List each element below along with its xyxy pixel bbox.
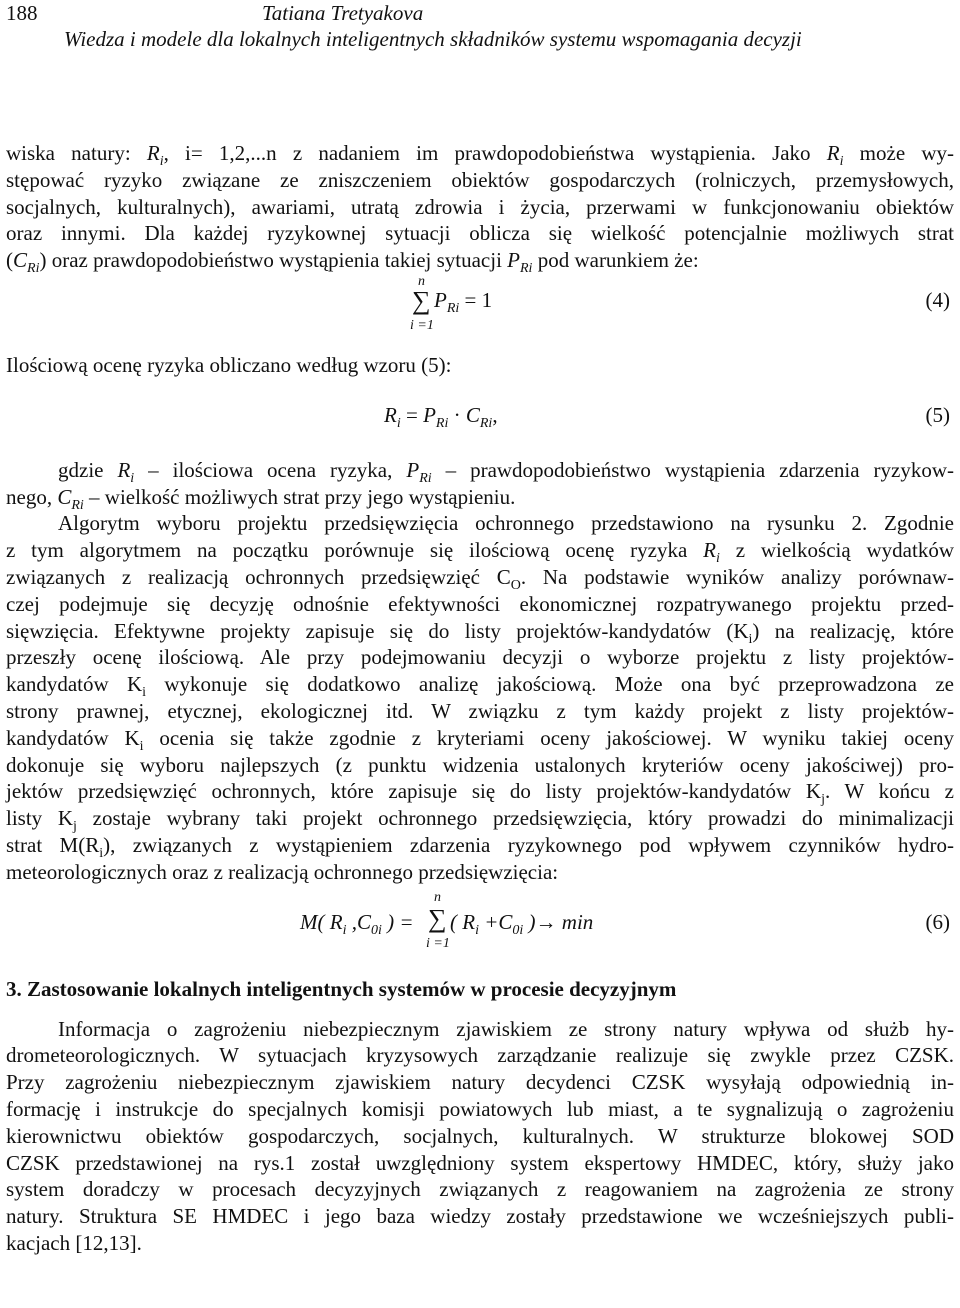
eq6-rhs: ( $R_i +C_{0i}$ )→ min [450,909,594,938]
sum-upper: n [418,273,425,289]
header-author: Tatiana Tretyakova [262,1,424,25]
para4-line: Informacja o zagrożeniu niebezpiecznym zjawiskiem ze strony natury wpływa od służb hy- [58,1016,954,1041]
para4-line: system doradczy w procesach decyzyjnych związanych z reagowaniem na zagrożenia ze strony [6,1177,954,1202]
para3-line: strony prawnej, etycznej, ekologicznej itd. W związku z tym każdy projekt z listy projektów- [6,698,954,723]
sum-lower: i =1 [426,935,450,951]
para3-line: kandydatów $K_i$ wykonuje się dodatkowo analizę jakościową. Może ona być przeprowadzona ze [6,672,954,701]
para4-line: formację i instrukcje do specjalnych komisji powiatowych lub miast, a te sygnalizują o zagrożeniu [6,1096,954,1121]
para3-line: jektów przedsięwzięć ochronnych, które zapisuje się do listy projektów-kandydatów $K_j$. W końcu z [6,779,954,808]
equation-4 [6,274,954,352]
eq5-body: $R_i = P_{Ri} \cdot C_{Ri}$, [384,402,498,431]
para3-line: dokonuje się wyboru najlepszych (z punktu widzenia ustalonych kryteriów oceny jakościwej) pro- [6,752,954,777]
para4-line: Przy zagrożeniu niebezpiecznym zjawiskiem natury decydenci CZSK wysyłają odpowiednią in- [6,1070,954,1095]
para4-line: natury. Struktura SE HMDEC i jego baza wiedzy zostały przedstawione we wcześniejszych publi- [6,1204,954,1229]
eq4-body: $P_{Ri} = 1$ [434,287,493,316]
para2-line: gdzie $R_i$ – ilościowa ocena ryzyka, $P_{Ri}$ – prawdopodobieństwo wystąpienia zdarzenia ryzykow- [58,457,954,486]
header-title: Wiedza i modele dla lokalnych inteligentnych składników systemu wspomagania decyzji [64,27,802,51]
text-line: Ilościową ocenę ryzyka obliczano według wzoru (5): [6,352,452,377]
para4-line: kierownictwu obiektów gospodarczych, socjalnych, kulturalnych. W strukturze blokowej SOD [6,1123,954,1148]
para2-line: nego, $C_{Ri}$ – wielkość możliwych strat przy jego wystąpieniu. [6,484,516,513]
equation-number: (6) [925,909,950,934]
sum-sigma: ∑ [428,903,447,933]
para3-line: Algorytm wyboru projektu przedsięwzięcia ochronnego przedstawiono na rysunku 2. Zgodnie [58,511,954,536]
section-heading: 3. Zastosowanie lokalnych inteligentnych systemów w procesie decyzyjnym [6,976,677,1001]
running-header [6,0,954,60]
sum-lower: i =1 [410,317,434,333]
para3-line: związanych z realizacją ochronnych przedsięwzięć $C_O$. Na podstawie wyników analizy porównaw- [6,564,954,593]
equation-number: (5) [925,402,950,427]
para3-line: listy $K_j$ zostaje wybrany taki projekt ochronnego przedsięwzięcia, który prowadzi do minimalizacji [6,806,954,835]
para3-line: przeszły ocenę ilościową. Ale przy podejmowaniu decyzji o wyborze projektu z listy projektów- [6,645,954,670]
sum-upper: n [434,889,441,905]
para3-line: kandydatów $K_i$ ocenia się także zgodnie z kryteriami oceny jakościowej. W wyniku takiej oceny [6,725,955,754]
para1-line: stępować ryzyko związane ze zniszczeniem obiektów gospodarczych (rolniczych, przemysłowych, [6,167,954,192]
para1-line: socjalnych, kulturalnych), awariami, utratą zdrowia i życia, przerwami w funkcjonowaniu obiektów [6,194,954,219]
equation-6 [6,886,954,964]
para3-line: sięwzięcia. Efektywne projekty zapisuje się do listy projektów-kandydatów $(K_i)$ na realizację, które [6,618,955,647]
para3-line: czej podejmuje się decyzję odnośnie efektywności ekonomicznej rozpatrywanego projektu przed- [6,591,954,616]
para3-line: meteorologicznych oraz z realizacją ochronnego przedsięwzięcia: [6,859,559,884]
para3-line: strat $M(R_i)$, związanych z wystąpieniem zdarzenia ryzykownego pod wpływem czynników hydro- [6,832,954,861]
para4-line: kacjach [12,13]. [6,1230,142,1255]
sum-sigma: ∑ [412,285,431,315]
equation-number: (4) [925,287,950,312]
para1-line: oraz innymi. Dla każdej ryzykownej sytuacji oblicza się wielkość potencjalnie możliwych strat [6,221,954,246]
para1-line: $(C_{Ri})$ oraz prawdopodobieństwo wystąpienia takiej sytuacji $P_{Ri}$ pod warunkiem że: [6,248,699,277]
para3-line: z tym algorytmem na początku porównuje się ilościową ocenę ryzyka $R_i$ z wielkością wydatków [6,538,954,567]
page-number: 188 [6,1,38,25]
para1-line: wiska natury: $R_i$, i= 1,2,...n z nadaniem im prawdopodobieństwa wystąpienia. Jako $R_i$ może wy- [6,141,954,169]
equation-5 [6,379,954,443]
eq6-lhs: M( $R_i$ $,C_{0i}$ ) = [300,909,414,938]
body-text [6,140,954,1257]
para4-line: CZSK przedstawionej na rys.1 został uwzględniony system ekspertowy HMDEC, który, służy jako [6,1150,954,1175]
para4-line: drometeorologicznych. W sytuacjach kryzysowych zarządzanie realizuje się zwykle przez CZSK. [6,1043,954,1068]
